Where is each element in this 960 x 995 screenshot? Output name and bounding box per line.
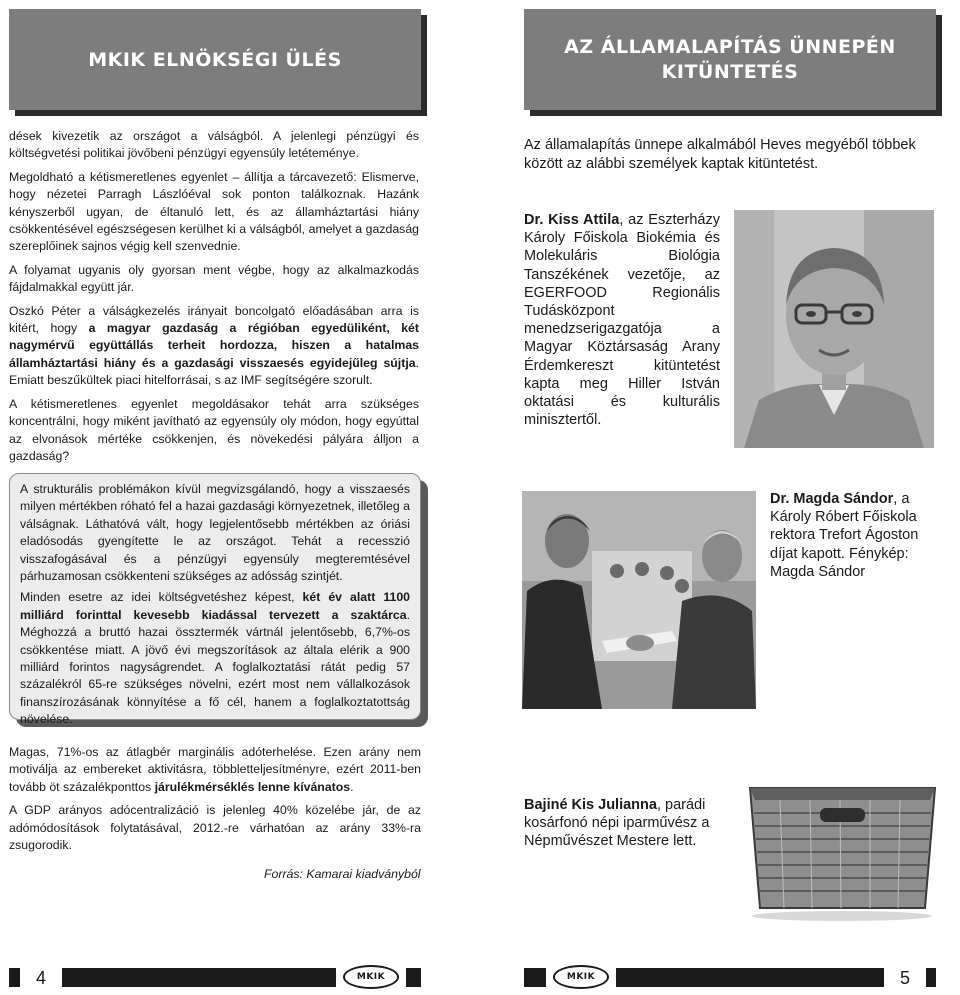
portrait-image (734, 210, 934, 448)
article-text-bottom (9, 744, 421, 860)
page-number: 5 (884, 964, 926, 992)
section-header-left (9, 9, 421, 110)
intro-text: Az államalapítás ünnepe alkalmából Heves megyéből többek között az alábbi személyek kaptak kitüntetést. (524, 137, 916, 172)
bold-text: két év alatt 1100 milliárd forinttal kevesebb kiadással tervezett a szaktárca (20, 590, 410, 622)
person-name: Dr. Magda Sándor (770, 491, 894, 507)
section-header-right (524, 9, 936, 110)
bio-text: , a Károly Róbert Főiskola rektora Trefort Ágoston díjat kapott. Fénykép: Magda Sándor (770, 491, 919, 580)
text-run: . Méghozzá a bruttó hazai össztermék vártnál jelentősebb, 6,7%-os csökkentése miatt. A jövő évi megszorítások az általa elérik a 900 milliárd forintos nagyságrendet. A foglalkoztatási rátát pedig 57 százalékról 65-re szükséges növelni, ezért most nem vállalkozások finanszírozásának könnyítése a fő cél, hanem a foglalkoztatottság növelése. (20, 607, 410, 727)
basket-image (740, 768, 945, 923)
text-run: Minden esetre az idei költségvetéshez képest, (20, 590, 303, 605)
bold-text: járulékmérséklés lenne kívánatos (154, 779, 351, 794)
mkik-logo (336, 961, 406, 993)
text-run: Magas, 71%-os az átlagbér marginális adóterhelése. Ezen arány nem motiválja az embereket aktivitásra, többletteljesítményre, ezért 2011-ben tovább öt százalékponttos (9, 745, 421, 794)
paragraph (20, 589, 410, 728)
section-title-line1: AZ ÁLLAMALAPÍTÁS ÜNNEPÉN (564, 35, 896, 58)
paragraph: Megoldható a kétismeretlenes egyenlet – állítja a tárcavezető: Elismerve, hogy nézetei Parragh Lászlóéval sok ponton találkoznak. Hazánk kényszerből ugyan, de éltanuló lett, és az államháztartási hiány csökkentésével egészségesen kerülhet ki a válságból, amelyet a gazdaság szereplőinek sajnos végig kell szenvednie. (9, 169, 419, 254)
article-text-top (9, 128, 419, 471)
award-ceremony-photo (522, 491, 756, 709)
paragraph: A kétismeretlenes egyenlet megoldásakor tehát arra szükséges koncentrálni, hogy miként javítható az egyensúly oly módon, hogy egyúttal az elvonások mértéke csökkenjen, és növekedési pályára álljon a gazdaság? (9, 396, 419, 463)
text-run: . (350, 779, 354, 794)
mkik-logo (546, 961, 616, 993)
bio-text: , az Eszterházy Károly Főiskola Biokémia és Molekuláris Biológia Tanszékének vezetője, az EGERFOOD Regionális Tudásközpont menedzserigazgatója a Magyar Köztársaság Arany Érdemkereszt kitüntetést kapta meg Hiller István oktatási és kulturális minisztertől. (524, 212, 720, 429)
logo-text: MKIK (553, 965, 609, 989)
text-run: . Emiatt beszűkültek piaci hitelforrásai, s az IMF segítségére szorult. (9, 355, 419, 388)
section-title: MKIK ELNÖKSÉGI ÜLÉS (88, 48, 342, 71)
bio-kiss-attila (524, 211, 720, 429)
ceremony-image (522, 491, 756, 709)
portrait-photo (734, 210, 934, 448)
text-run: Oszkó Péter a válságkezelés irányait boncolgató előadásában arra is kitért, hogy (9, 303, 419, 336)
logo-text: MKIK (343, 965, 399, 989)
page-number: 4 (20, 964, 62, 992)
person-name: Dr. Kiss Attila (524, 212, 620, 228)
source-note: Forrás: Kamarai kiadványból (264, 867, 421, 881)
paragraph: A GDP arányos adócentralizáció is jelenleg 40% közelébe jár, de az adómódosítások folytatásával, 2012.-re várhatóan az arány 33%-ra zsugorodik. (9, 803, 421, 853)
paragraph (9, 744, 421, 796)
paragraph: A strukturális problémákon kívül megvizsgálandó, hogy a visszaesés milyen mértékben róható fel a hazai gazdasági környezetnek, illetőleg a válságnak. Láthatóvá vált, hogy legjelentősebb mértékben az óriási eladósodás gyengítette le az országot. Tehát a recesszió visszafogásával és a pénzügyi egyensúly megteremtésével párhuzamosan csökkenteni szükséges az adósság szintjét. (20, 482, 410, 584)
basket-photo (740, 768, 945, 923)
paragraph: dések kivezetik az országot a válságból. A jelenlegi pénzügyi és költségvetési politikai jövőbeni pénzügyi egyensúly letéteménye. (9, 129, 419, 161)
paragraph (9, 303, 419, 390)
bio-text: , parádi kosárfonó népi iparművész a Népművészet Mestere lett. (524, 797, 710, 850)
highlight-box (9, 473, 421, 727)
person-name: Bajiné Kis Julianna (524, 797, 657, 813)
bold-text: a magyar gazdaság a régióban egyedüliként, két nagymérvű együttállás terheit hordozza, hiszen a hatalmas államháztartási hiány és a gazdasági visszaesés egyidejűleg sújtja (9, 321, 419, 370)
section-title-line2: KITÜNTETÉS (661, 60, 799, 83)
paragraph: A folyamat ugyanis oly gyorsan ment végbe, hogy az alkalmazkodás fájdalmakkal együtt jár. (9, 262, 419, 295)
bio-magda-sandor (770, 490, 945, 581)
bio-bajine-kis-julianna (524, 796, 714, 851)
